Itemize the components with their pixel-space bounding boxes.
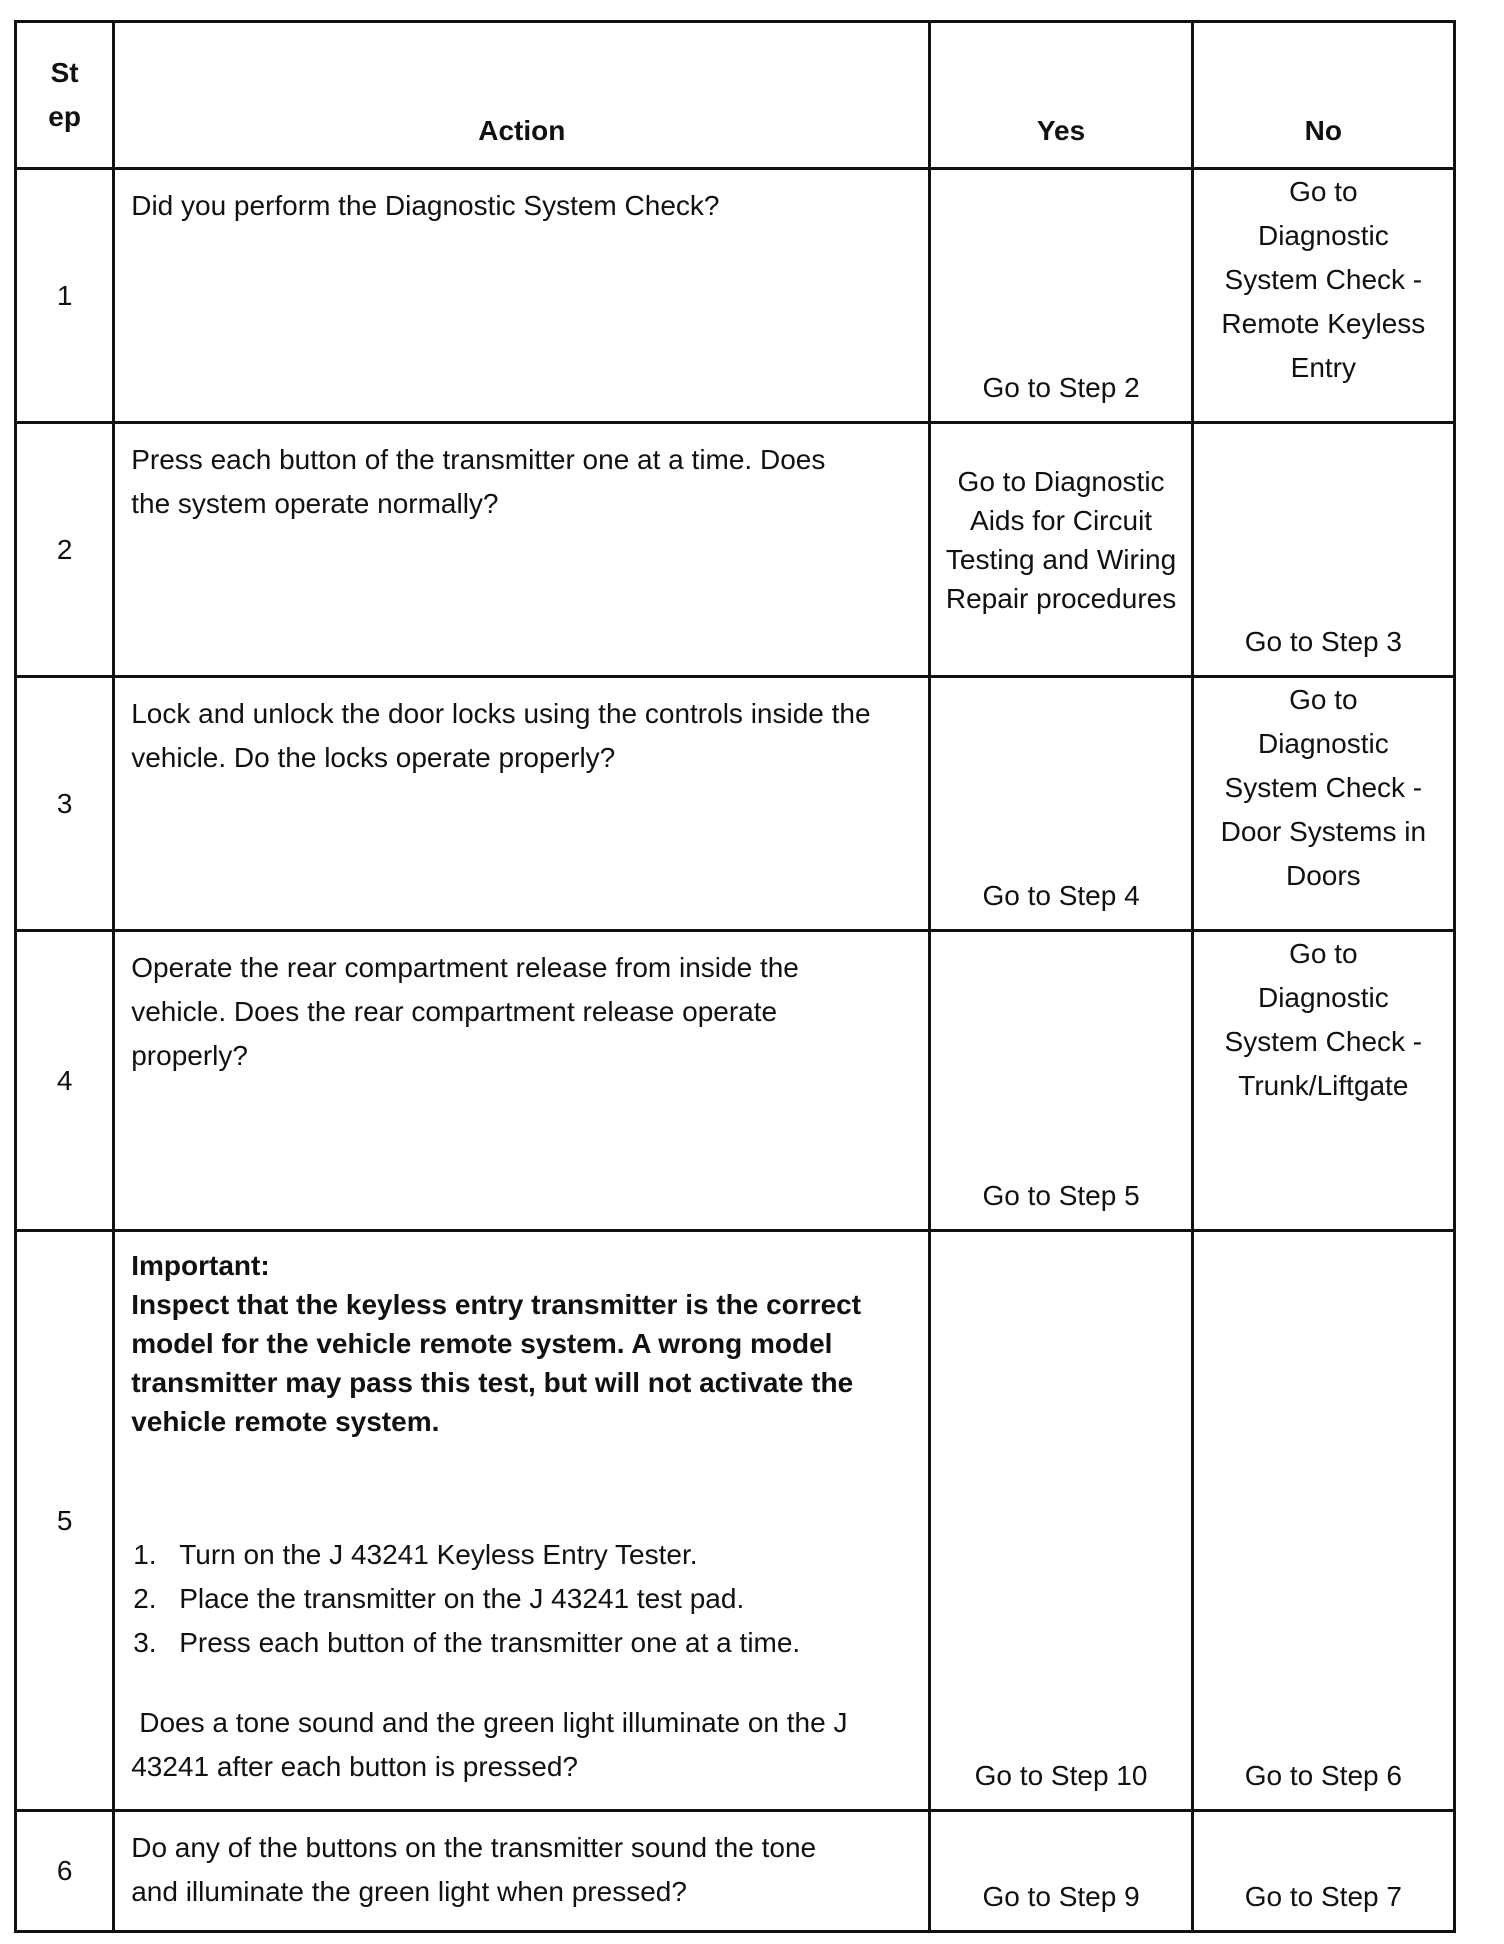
yes-text-line: Repair procedures — [945, 583, 1177, 614]
action-cell — [114, 677, 930, 931]
list-text: Turn on the J 43241 Keyless Entry Tester. — [179, 1539, 698, 1570]
action-cell — [114, 1811, 930, 1932]
no-cell — [1192, 1811, 1454, 1932]
table-row — [16, 931, 1455, 1231]
table-row — [16, 1231, 1455, 1811]
header-step — [16, 22, 114, 169]
no-cell — [1192, 1231, 1454, 1811]
yes-cell — [930, 677, 1192, 931]
list-item — [131, 1533, 908, 1577]
yes-text: Go to Step 5 — [982, 1180, 1140, 1211]
header-step-line2: ep — [48, 101, 81, 132]
header-action: Action — [114, 22, 930, 169]
action-text: Did you perform the Diagnostic System Check? — [131, 190, 720, 221]
no-text: Go to Step 7 — [1244, 1881, 1402, 1912]
header-yes: Yes — [930, 22, 1192, 169]
action-text-line: Operate the rear compartment release from inside the — [131, 952, 799, 983]
yes-text-line: Go to Diagnostic — [957, 466, 1165, 497]
yes-text-line: Aids for Circuit — [970, 505, 1153, 536]
list-text: Place the transmitter on the J 43241 test pad. — [179, 1583, 745, 1614]
list-item — [131, 1577, 908, 1621]
no-text-line: System Check - — [1224, 1026, 1423, 1057]
yes-cell — [930, 423, 1192, 677]
step-number: 4 — [16, 931, 114, 1231]
important-note — [131, 1246, 908, 1441]
no-cell — [1192, 423, 1454, 677]
no-text-line: System Check - — [1224, 772, 1423, 803]
no-text: Go to Step 3 — [1244, 626, 1402, 657]
list-number: 2. — [133, 1583, 157, 1614]
no-text-line: Go to — [1289, 684, 1358, 715]
procedure-list — [131, 1533, 908, 1665]
header-step-line1: St — [50, 57, 79, 88]
action-text-line: Do any of the buttons on the transmitter sound the tone — [131, 1832, 817, 1863]
table-row — [16, 1811, 1455, 1932]
action-text-line: Lock and unlock the door locks using the controls inside the — [131, 698, 871, 729]
action-question — [131, 1701, 908, 1789]
step-number: 3 — [16, 677, 114, 931]
header-row — [16, 22, 1455, 169]
list-number: 1. — [133, 1539, 157, 1570]
no-text-line: Go to — [1289, 176, 1358, 207]
no-text-line: Diagnostic — [1257, 220, 1389, 251]
no-text: Go to Step 6 — [1244, 1760, 1402, 1791]
no-cell — [1192, 169, 1454, 423]
no-text-line: System Check - — [1224, 264, 1423, 295]
table-row — [16, 677, 1455, 931]
action-text-line: the system operate normally? — [131, 488, 499, 519]
action-text-line: vehicle. Do the locks operate properly? — [131, 742, 616, 773]
list-text: Press each button of the transmitter one at a time. — [179, 1627, 801, 1658]
yes-cell — [930, 169, 1192, 423]
action-cell — [114, 169, 930, 423]
important-line: Inspect that the keyless entry transmitter is the correct — [131, 1289, 862, 1320]
step-number: 1 — [16, 169, 114, 423]
no-text-line: Trunk/Liftgate — [1238, 1070, 1409, 1101]
no-text-line: Door Systems in — [1220, 816, 1427, 847]
no-cell — [1192, 931, 1454, 1231]
yes-cell — [930, 1811, 1192, 1932]
action-cell — [114, 423, 930, 677]
no-text-line: Go to — [1289, 938, 1358, 969]
action-cell — [114, 931, 930, 1231]
no-text-line: Entry — [1290, 352, 1357, 383]
step-number: 2 — [16, 423, 114, 677]
step-number: 6 — [16, 1811, 114, 1932]
yes-text: Go to Step 2 — [982, 372, 1140, 403]
yes-cell — [930, 931, 1192, 1231]
table-row — [16, 423, 1455, 677]
diagnostic-table — [14, 20, 1456, 1933]
no-text-line: Diagnostic — [1257, 728, 1389, 759]
action-text-line: Does a tone sound and the green light illuminate on the J — [139, 1707, 848, 1738]
no-cell — [1192, 677, 1454, 931]
list-item — [131, 1621, 908, 1665]
important-heading: Important: — [131, 1250, 270, 1281]
action-text-line: Press each button of the transmitter one at a time. Does — [131, 444, 826, 475]
important-line: transmitter may pass this test, but will not activate the — [131, 1367, 854, 1398]
list-number: 3. — [133, 1627, 157, 1658]
step-number: 5 — [16, 1231, 114, 1811]
action-text-line: properly? — [131, 1040, 248, 1071]
table-row — [16, 169, 1455, 423]
yes-cell — [930, 1231, 1192, 1811]
important-line: model for the vehicle remote system. A wrong model — [131, 1328, 833, 1359]
action-text-line: vehicle. Does the rear compartment release operate — [131, 996, 778, 1027]
yes-text: Go to Step 9 — [982, 1881, 1140, 1912]
header-no: No — [1192, 22, 1454, 169]
no-text-line: Doors — [1285, 860, 1361, 891]
yes-text: Go to Step 4 — [982, 880, 1140, 911]
action-text-line: and illuminate the green light when pressed? — [131, 1876, 687, 1907]
no-text-line: Remote Keyless — [1221, 308, 1426, 339]
action-cell — [114, 1231, 930, 1811]
yes-text: Go to Step 10 — [974, 1760, 1148, 1791]
action-text-line: 43241 after each button is pressed? — [131, 1751, 578, 1782]
yes-text-line: Testing and Wiring — [945, 544, 1177, 575]
no-text-line: Diagnostic — [1257, 982, 1389, 1013]
important-line: vehicle remote system. — [131, 1406, 440, 1437]
